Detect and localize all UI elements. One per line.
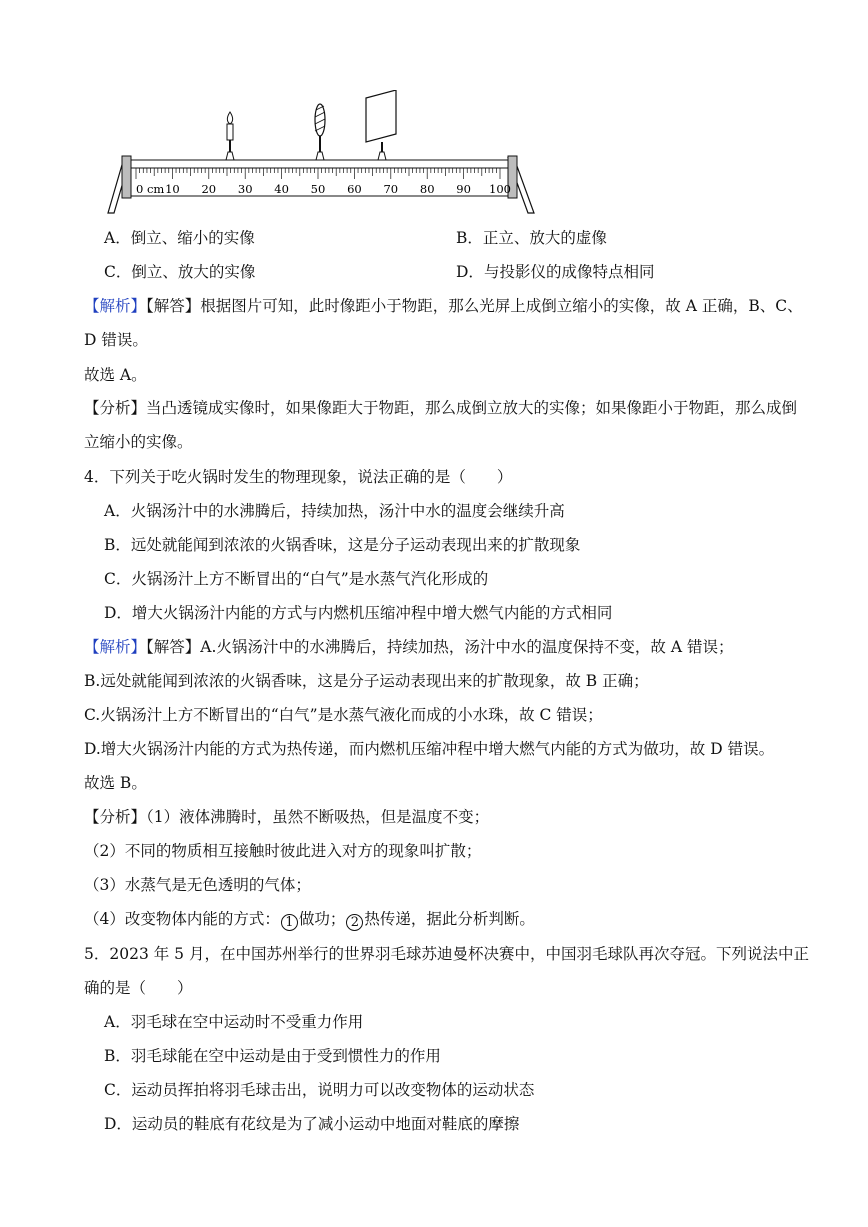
q4-fenxi-tag: 【分析】 (84, 808, 147, 826)
q3-analysis-tag: 【解析】 (84, 297, 147, 315)
q3-answer-line-1: 【解析】【解答】根据图片可知，此时像距小于物距，那么光屏上成倒立缩小的实像，故 A 正确，B、C、 (84, 297, 803, 315)
circled-number-1: 1 (281, 914, 298, 931)
ruler-tick-label: 70 (383, 182, 399, 196)
ruler-tick-label: 10 (165, 182, 180, 196)
ruler-tick-label: 60 (347, 182, 362, 196)
q4-analysis-tag: 【解析】 (84, 638, 147, 656)
bench-left-end (122, 156, 131, 198)
optical-bench-svg (96, 90, 546, 220)
ruler-tick-label: 80 (419, 182, 435, 196)
ruler-tick-label: 100 (489, 182, 511, 196)
q3-fenxi-line-2: 立缩小的实像。 (84, 433, 193, 451)
q3-fenxi-line-1: 【分析】当凸透镜成实像时，如果像距大于物距，那么成倒立放大的实像；如果像距小于物距，那么成倒 (84, 399, 798, 417)
q4-option-c[interactable]: C．火锅汤汁上方不断冒出的“白气”是水蒸气汽化形成的 (104, 570, 489, 588)
q3-option-a[interactable]: A．倒立、缩小的实像 (104, 229, 255, 247)
ruler-tick-label: 20 (201, 182, 217, 196)
q4-choice: 故选 B。 (84, 774, 147, 792)
ruler-tick-label: 50 (310, 182, 326, 196)
q4-fenxi-3: （3）水蒸气是无色透明的气体； (84, 876, 311, 894)
q3-option-c[interactable]: C．倒立、放大的实像 (104, 263, 256, 281)
q5-option-d[interactable]: D．运动员的鞋底有花纹是为了减小运动中地面对鞋底的摩擦 (104, 1115, 520, 1133)
q5-option-a[interactable]: A．羽毛球在空中运动时不受重力作用 (104, 1013, 364, 1031)
q4-answer-tag: 【解答】 (146, 638, 201, 656)
ruler-tick-label: 90 (456, 182, 471, 196)
convex-lens-icon (315, 104, 325, 160)
q5-option-c[interactable]: C．运动员挥拍将羽毛球击出，说明力可以改变物体的运动状态 (104, 1081, 535, 1099)
bench-rail (131, 160, 508, 168)
q4-fenxi-1: 【分析】（1）液体沸腾时，虽然不断吸热，但是温度不变； (84, 808, 490, 826)
candle-icon (226, 112, 234, 160)
q4-answer-a: 【解析】【解答】A.火锅汤汁中的水沸腾后，持续加热，汤汁中水的温度保持不变，故 A 错误； (84, 638, 734, 656)
q3-answer-tag: 【解答】 (146, 297, 201, 315)
ruler-unit-label: 0 cm (136, 182, 165, 196)
q4-option-d[interactable]: D．增大火锅汤汁内能的方式与内燃机压缩冲程中增大燃气内能的方式相同 (104, 604, 613, 622)
circled-number-2: 2 (346, 914, 363, 931)
q4-option-b[interactable]: B．远处就能闻到浓浓的火锅香味，这是分子运动表现出来的扩散现象 (104, 536, 581, 554)
q3-option-b[interactable]: B．正立、放大的虚像 (456, 229, 607, 247)
q4-answer-c: C.火锅汤汁上方不断冒出的“白气”是水蒸气液化而成的小水珠，故 C 错误； (84, 706, 603, 724)
q4-fenxi-2: （2）不同的物质相互接触时彼此进入对方的现象叫扩散； (84, 842, 482, 860)
q5-stem-line-1: 5．2023 年 5 月，在中国苏州举行的世界羽毛球苏迪曼杯决赛中，中国羽毛球队再次夺冠。下列说法中正 (84, 945, 809, 963)
q4-answer-d: D.增大火锅汤汁内能的方式为热传递，而内燃机压缩冲程中增大燃气内能的方式为做功，故 D 错误。 (84, 740, 775, 758)
q3-answer-line-2: D 错误。 (84, 331, 148, 349)
light-screen-icon (366, 90, 396, 160)
q4-fenxi-4: （4）改变物体内能的方式： 1 做功； 2 热传递，据此分析判断。 (84, 910, 535, 930)
q3-fenxi-tag: 【分析】 (84, 399, 147, 417)
q3-option-d[interactable]: D．与投影仪的成像特点相同 (456, 263, 655, 281)
q5-stem-line-2: 确的是（ ） (84, 979, 193, 997)
q4-answer-b: B.远处就能闻到浓浓的火锅香味，这是分子运动表现出来的扩散现象，故 B 正确； (84, 672, 649, 690)
q4-option-a[interactable]: A．火锅汤汁中的水沸腾后，持续加热，汤汁中水的温度会继续升高 (104, 502, 565, 520)
q5-option-b[interactable]: B．羽毛球能在空中运动是由于受到惯性力的作用 (104, 1047, 441, 1065)
q3-choice: 故选 A。 (84, 366, 147, 384)
q4-stem: 4．下列关于吃火锅时发生的物理现象，说法正确的是（ ） (84, 468, 513, 486)
optical-bench-diagram (96, 90, 546, 220)
ruler-tick-label: 30 (237, 182, 253, 196)
ruler-tick-label: 40 (274, 182, 289, 196)
